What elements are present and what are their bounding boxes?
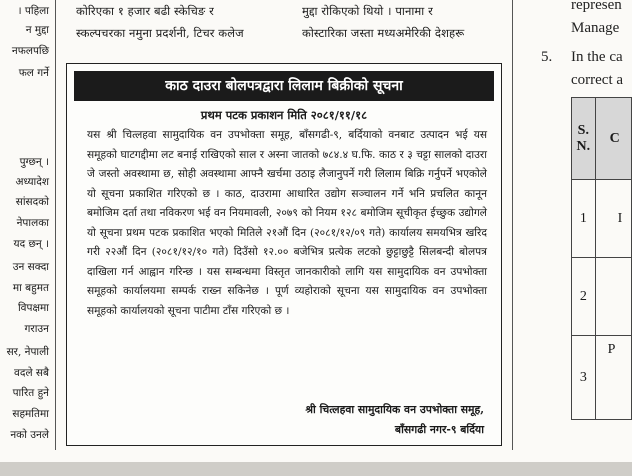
table-header-row bbox=[572, 98, 632, 180]
table-cell-c: I bbox=[595, 180, 631, 258]
auction-notice bbox=[66, 63, 502, 446]
left-col-line: वदले सबै bbox=[14, 367, 49, 379]
table-cell-sn: 1 bbox=[572, 180, 596, 258]
table-row bbox=[572, 258, 632, 336]
notice-body-text: यस श्री चित्लहवा सामुदायिक वन उपभोक्ता समूह, बाँसगढी-९, बर्दियाको वनबाट उत्पादन भई यस समूहको घाटगद्दीमा लट बनाई राखिएको साल र अस्ना जातको ७८४.४ घ.फि. काठ र ३ चट्टा सालको दाउरा जे जस्तो अवस्थामा छ, सोही अवस्थामा आफ्नै खर्चमा उठाइ लैजानुपर्ने गरी लिलाम बिक्रि गर्नुपर्ने भएकोले यो सूचना प्रकाशित गरिएको छ । काठ, दाउरामा आधारित उद्योग सञ्चालन गर्ने भनि प्रचलित कानून बमोजिम दर्ता तथा नविकरण भई वन नियमावली, २०७९ को नियम १२८ बमोजिम सूचीकृत ईच्छुक उद्योगले यो सूचना प्रथम पटक प्रकाशित भएको मितिले २१औं दिन (२०८१/१२/०९ गते) कार्यालय समयभित्र खरिद गरी २२औं दिन (२०८१/१२/१० गते) दिउँसो १२.०० बजेभित्र प्रत्येक लटको छुट्टाछुट्टै सिलबन्दी बोलपत्र दाखिला गर्न आह्वान गरिन्छ । यस सम्बन्धमा विस्तृत जानकारीको लागि यस सामुदायिक वन उपभोक्ता समूहको कार्यालयमा सम्पर्क राख्न सकिनेछ । पूर्ण व्यहोराको सूचना यस सामुदायिक वन उपभोक्ता समूहको कार्यालयको सूचना पाटीमा टाँस गरिएको छ । bbox=[87, 129, 487, 317]
left-col-line: विपक्षमा bbox=[17, 302, 49, 314]
question-number: 5. bbox=[541, 49, 553, 65]
page-edge bbox=[0, 462, 632, 476]
table-cell-sn: 2 bbox=[572, 258, 596, 336]
signature-address: बाँसगढी नगर-९ बर्दिया bbox=[394, 423, 484, 436]
notice-publish-date: प्रथम पटक प्रकाशन मिति २०८१/११/१८ bbox=[200, 108, 368, 122]
left-col-line: नको उनले bbox=[10, 429, 49, 441]
left-col-line: नेपालका bbox=[16, 217, 49, 229]
left-col-line: न मुद्दा bbox=[25, 24, 49, 36]
table-cell-c bbox=[595, 258, 631, 336]
table-cell-c: P bbox=[595, 336, 631, 420]
left-col-line: उन सक्दा bbox=[12, 261, 49, 273]
article-right-line: मुद्दा रोकिएको थियो । पानामा र bbox=[302, 4, 433, 18]
table-cell-sn: 3 bbox=[572, 336, 596, 420]
right-text-line: Manage bbox=[571, 20, 620, 36]
left-col-line: सहमतिमा bbox=[12, 408, 49, 420]
left-col-line: फल गर्ने bbox=[18, 67, 49, 79]
table-header-c: C bbox=[595, 98, 631, 180]
left-col-line: अध्यादेश bbox=[15, 176, 49, 188]
article-right-line: कोस्टारिका जस्ता मध्यअमेरिकी देशहरू bbox=[302, 26, 465, 40]
notice-signature bbox=[305, 400, 484, 440]
table-row bbox=[572, 180, 632, 258]
signature-org: श्री चित्लहवा सामुदायिक वन उपभोक्ता समूह, bbox=[305, 403, 484, 416]
column-divider bbox=[55, 0, 56, 450]
left-col-line: नफलपछि bbox=[11, 45, 49, 57]
left-col-line: । पहिला bbox=[17, 5, 49, 17]
article-left-line: स्कल्पचरका नमुना प्रदर्शनी, टिचर कलेज bbox=[76, 26, 244, 40]
left-col-line: सर, नेपाली bbox=[6, 346, 49, 358]
question-text-line: correct a bbox=[571, 72, 624, 88]
left-cropped-column bbox=[0, 0, 52, 450]
article-left-line: कोरिएका १ हजार बढी स्केचिङ र bbox=[76, 4, 214, 18]
left-col-line: मा बहुमत bbox=[12, 282, 49, 294]
left-col-line: गराउन bbox=[24, 323, 49, 335]
left-col-line: यद छन् । bbox=[13, 238, 49, 250]
right-text-line: represen bbox=[571, 0, 622, 13]
column-divider bbox=[512, 0, 513, 450]
notice-body bbox=[87, 126, 487, 321]
left-col-line: सांसदको bbox=[15, 196, 49, 208]
left-col-line: पारित हुने bbox=[12, 387, 49, 399]
left-col-line: पुग्छन् । bbox=[19, 156, 49, 168]
table-header-sn: S. N. bbox=[572, 98, 596, 180]
question-text-line: In the ca bbox=[571, 49, 623, 65]
notice-title: काठ दाउरा बोलपत्रद्वारा लिलाम बिक्रीको सूचना bbox=[74, 71, 494, 101]
table-row bbox=[572, 336, 632, 420]
answer-table bbox=[571, 97, 632, 420]
